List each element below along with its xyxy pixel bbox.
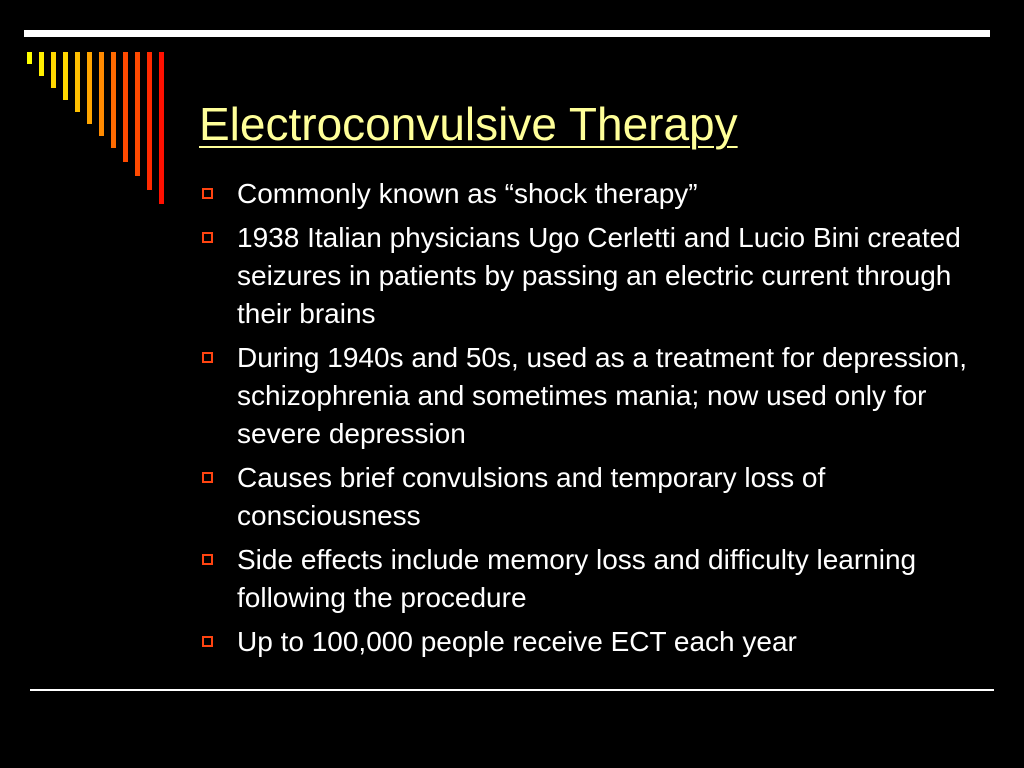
- square-bullet-icon: [202, 352, 213, 363]
- gradient-stripes-icon: [0, 0, 180, 220]
- bullet-text: Causes brief convulsions and temporary loss of consciousness: [237, 462, 826, 531]
- stripe: [123, 52, 128, 162]
- stripe: [51, 52, 56, 88]
- bullet-text: Up to 100,000 people receive ECT each year: [237, 626, 797, 657]
- bullet-list: [200, 175, 980, 667]
- square-bullet-icon: [202, 636, 213, 647]
- slide-title: Electroconvulsive Therapy: [199, 98, 738, 150]
- stripe: [87, 52, 92, 124]
- stripe: [27, 52, 32, 64]
- bullet-text: Side effects include memory loss and difficulty learning following the procedure: [237, 544, 917, 613]
- bullet-item: [200, 175, 980, 213]
- bullet-text: 1938 Italian physicians Ugo Cerletti and Lucio Bini created seizures in patients by passing an electric current through their brains: [237, 222, 961, 329]
- bottom-divider: [30, 689, 994, 691]
- bullet-item: [200, 339, 980, 453]
- square-bullet-icon: [202, 188, 213, 199]
- square-bullet-icon: [202, 232, 213, 243]
- square-bullet-icon: [202, 472, 213, 483]
- stripe: [135, 52, 140, 176]
- stripe: [39, 52, 44, 76]
- square-bullet-icon: [202, 554, 213, 565]
- bullet-text: Commonly known as “shock therapy”: [237, 178, 698, 209]
- stripe: [147, 52, 152, 190]
- bullet-item: [200, 541, 980, 617]
- bullet-item: [200, 623, 980, 661]
- stripe: [75, 52, 80, 112]
- bullet-text: During 1940s and 50s, used as a treatment for depression, schizophrenia and sometimes mania; now used only for severe depression: [237, 342, 967, 449]
- stripe: [159, 52, 164, 204]
- stripe: [111, 52, 116, 148]
- stripe: [63, 52, 68, 100]
- stripe: [99, 52, 104, 136]
- bullet-item: [200, 219, 980, 333]
- bullet-item: [200, 459, 980, 535]
